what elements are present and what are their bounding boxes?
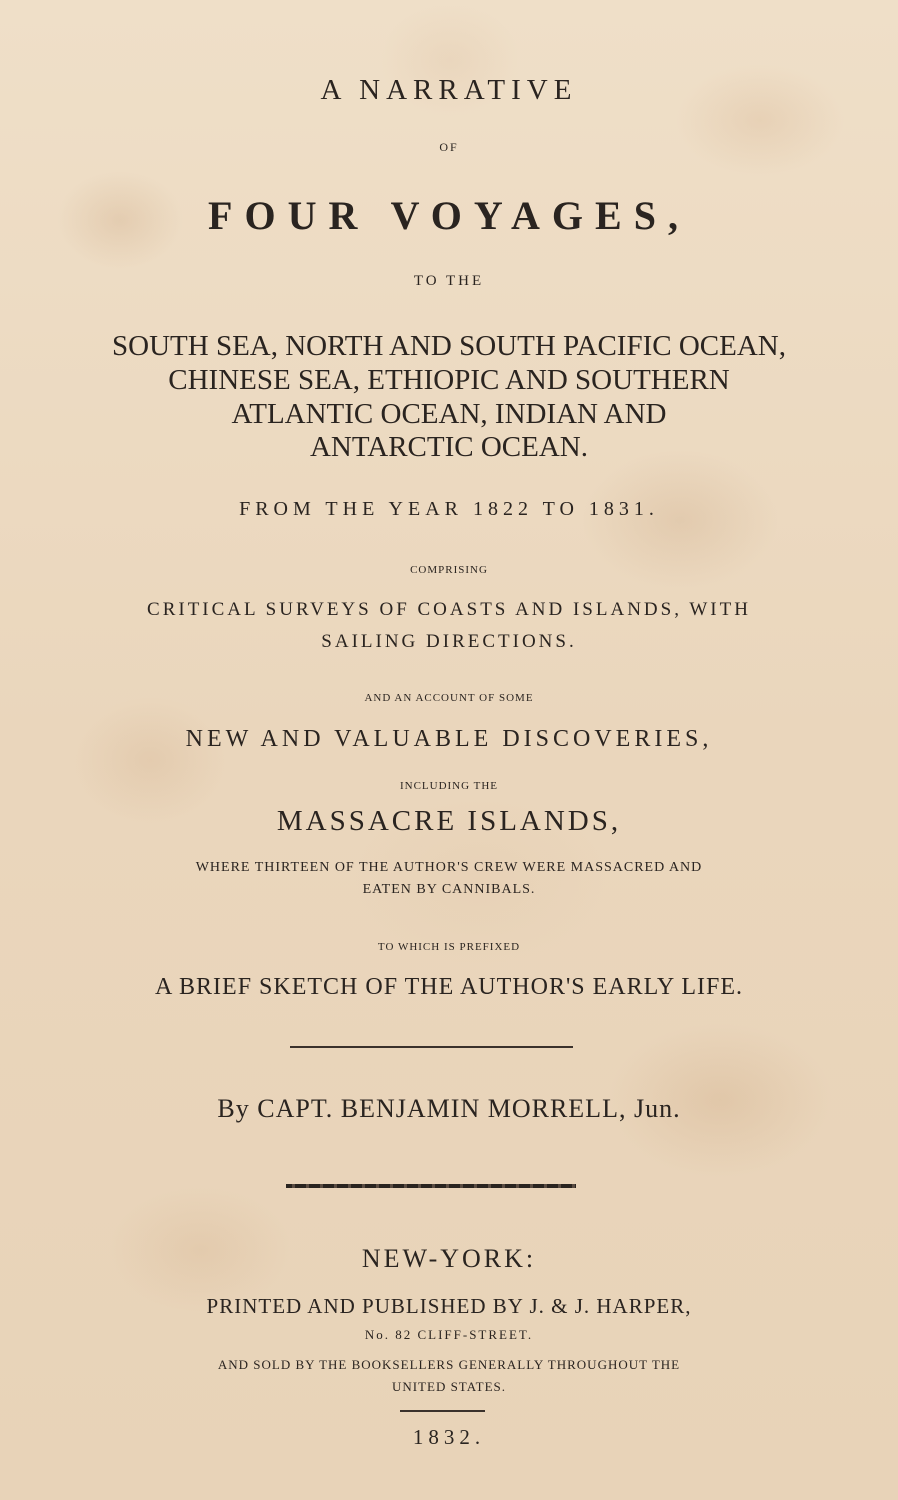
sold-line-2: UNITED STATES. <box>391 1379 507 1394</box>
sold-line-1: AND SOLD BY THE BOOKSELLERS GENERALLY THROUGHOUT THE <box>217 1357 681 1372</box>
crew-line-2: EATEN BY CANNIBALS. <box>362 882 536 897</box>
divider-rule-top <box>290 1046 573 1048</box>
comprising-line: COMPRISING <box>410 564 488 576</box>
years-line: FROM THE YEAR 1822 TO 1831. <box>239 498 659 520</box>
surveys-line-2: SAILING DIRECTIONS. <box>321 631 577 652</box>
title-line-to-the: TO THE <box>413 273 485 289</box>
oceans-line-1: SOUTH SEA, NORTH AND SOUTH PACIFIC OCEAN, <box>112 330 786 362</box>
account-intro-line: AND AN ACCOUNT OF SOME <box>364 692 534 704</box>
title-line-narrative: A NARRATIVE <box>320 74 578 106</box>
divider-rule-bottom <box>400 1410 485 1412</box>
massacre-line: MASSACRE ISLANDS, <box>276 805 622 837</box>
ornamental-rule <box>286 1184 576 1188</box>
oceans-line-2: CHINESE SEA, ETHIOPIC AND SOUTHERN <box>168 364 730 396</box>
author-line: By CAPT. BENJAMIN MORRELL, Jun. <box>217 1094 681 1123</box>
publisher-line: PRINTED AND PUBLISHED BY J. & J. HARPER, <box>206 1294 692 1318</box>
including-line: INCLUDING THE <box>399 780 499 792</box>
sketch-line: A BRIEF SKETCH OF THE AUTHOR'S EARLY LIFE. <box>155 974 743 1000</box>
title-line-of: OF <box>439 140 459 154</box>
oceans-line-4: ANTARCTIC OCEAN. <box>309 431 588 463</box>
oceans-line-3: ATLANTIC OCEAN, INDIAN AND <box>231 398 667 430</box>
city-line: NEW-YORK: <box>361 1244 537 1273</box>
year-line: 1832. <box>412 1425 486 1449</box>
crew-line-1: WHERE THIRTEEN OF THE AUTHOR'S CREW WERE MASSACRED AND <box>195 860 703 875</box>
prefixed-line: TO WHICH IS PREFIXED <box>377 941 521 953</box>
discoveries-line: NEW AND VALUABLE DISCOVERIES, <box>185 726 713 752</box>
address-line: No. 82 CLIFF-STREET. <box>364 1327 534 1342</box>
title-main: FOUR VOYAGES, <box>208 193 690 238</box>
surveys-line-1: CRITICAL SURVEYS OF COASTS AND ISLANDS, WITH <box>147 599 751 620</box>
